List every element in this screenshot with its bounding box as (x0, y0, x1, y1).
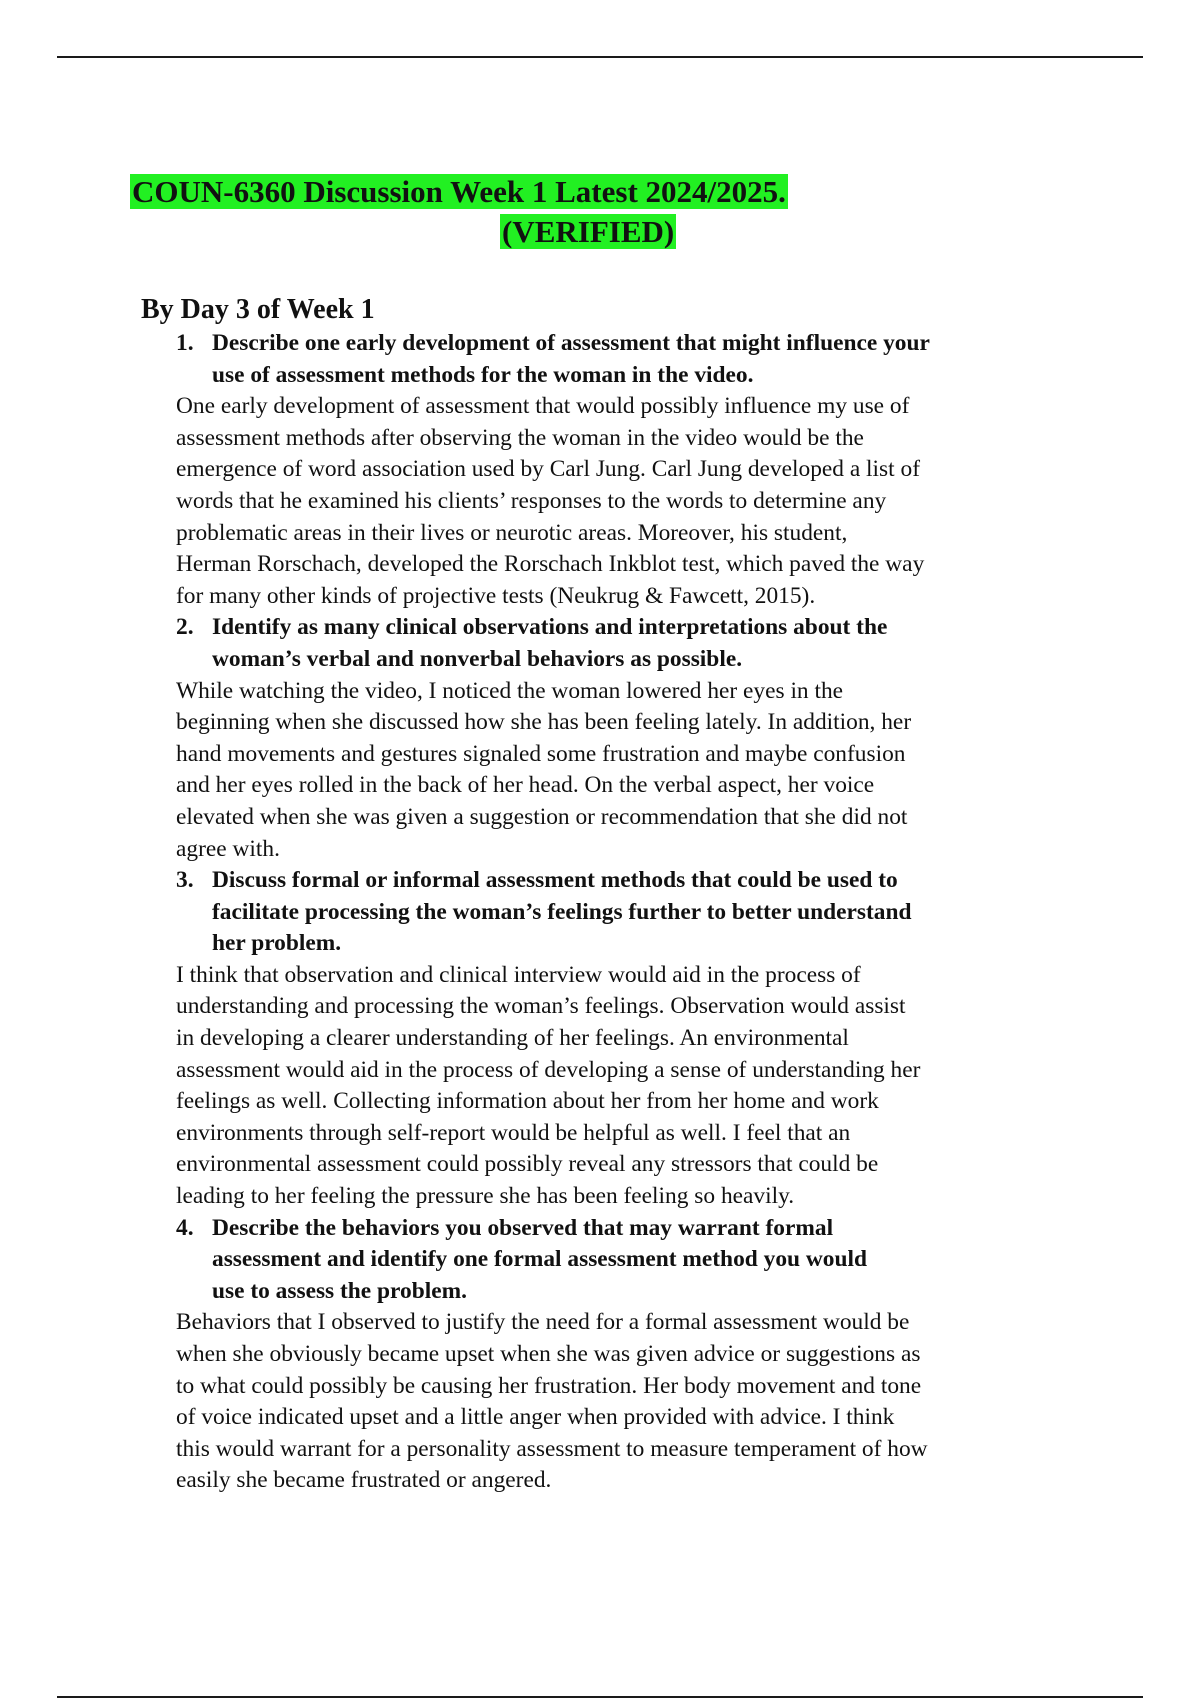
answer-line: problematic areas in their lives or neurotic areas. Moreover, his student, (176, 519, 848, 546)
answer-line: assessment would aid in the process of developing a sense of understanding her (176, 1056, 921, 1083)
question-line: Identify as many clinical observations and interpretations about the (212, 614, 888, 641)
answer-line: One early development of assessment that would possibly influence my use of (176, 393, 910, 420)
question-number: 1. (176, 330, 194, 356)
answer-line: this would warrant for a personality assessment to measure temperament of how (176, 1435, 928, 1462)
answer-line: emergence of word association used by Carl Jung. Carl Jung developed a list of (176, 456, 920, 483)
question-line: her problem. (212, 930, 342, 957)
answer-text (176, 1307, 1076, 1497)
question-line: use of assessment methods for the woman in the video. (212, 361, 754, 388)
question-line: assessment and identify one formal assessment method you would (212, 1246, 867, 1273)
answer-line: easily she became frustrated or angered. (176, 1467, 552, 1494)
title-line-1 (130, 172, 1070, 212)
question-item-4 (176, 1213, 1076, 1497)
answer-line: I think that observation and clinical interview would aid in the process of (176, 961, 861, 988)
question-line: Describe one early development of assessment that might influence your (212, 330, 930, 356)
answer-line: to what could possibly be causing her frustration. Her body movement and tone (176, 1372, 922, 1399)
answer-line: Herman Rorschach, developed the Rorschach Inkblot test, which paved the way (176, 551, 925, 578)
answer-line: understanding and processing the woman’s feelings. Observation would assist (176, 993, 906, 1020)
question-text (176, 865, 1076, 960)
document-title (130, 172, 1070, 252)
answer-line: beginning when she discussed how she has been feeling lately. In addition, her (176, 709, 912, 736)
question-item-2 (176, 612, 1076, 865)
question-line: Discuss formal or informal assessment methods that could be used to (212, 867, 898, 894)
question-text (176, 612, 1076, 675)
question-line: woman’s verbal and nonverbal behaviors as possible. (212, 645, 743, 672)
answer-line: While watching the video, I noticed the woman lowered her eyes in the (176, 677, 844, 704)
top-rule (57, 56, 1143, 58)
answer-text (176, 391, 1076, 612)
title-line-2 (130, 212, 1070, 252)
question-line: Describe the behaviors you observed that may warrant formal (212, 1214, 834, 1241)
question-line: use to assess the problem. (212, 1277, 467, 1304)
answer-line: assessment methods after observing the woman in the video would be the (176, 424, 864, 451)
answer-line: elevated when she was given a suggestion or recommendation that she did not (176, 803, 908, 830)
question-text (176, 328, 1076, 391)
answer-line: agree with. (176, 835, 280, 862)
title-highlight-2: (VERIFIED) (502, 214, 675, 249)
answer-line: and her eyes rolled in the back of her head. On the verbal aspect, her voice (176, 772, 875, 799)
answer-text (176, 960, 1076, 1213)
answer-line: Behaviors that I observed to justify the need for a formal assessment would be (176, 1309, 910, 1336)
answer-line: in developing a clearer understanding of her feelings. An environmental (176, 1025, 849, 1052)
answer-text (176, 676, 1076, 866)
answer-line: feelings as well. Collecting information about her from her home and work (176, 1088, 879, 1115)
question-text (176, 1213, 1076, 1308)
answer-line: words that he examined his clients’ responses to the words to determine any (176, 487, 887, 514)
section-heading: By Day 3 of Week 1 (141, 294, 375, 325)
answer-line: leading to her feeling the pressure she has been feeling so heavily. (176, 1183, 795, 1210)
answer-line: for many other kinds of projective tests (Neukrug & Fawcett, 2015). (176, 582, 816, 609)
answer-line: environments through self-report would be helpful as well. I feel that an (176, 1119, 851, 1146)
answer-line: environmental assessment could possibly reveal any stressors that could be (176, 1151, 879, 1178)
answer-line: of voice indicated upset and a little anger when provided with advice. I think (176, 1404, 895, 1431)
question-number: 2. (176, 614, 194, 641)
question-item-1 (176, 328, 1076, 612)
question-line: facilitate processing the woman’s feelings further to better understand (212, 898, 912, 925)
title-highlight-1: COUN-6360 Discussion Week 1 Latest 2024/2025. (132, 174, 786, 209)
question-number: 4. (176, 1214, 194, 1241)
question-number: 3. (176, 867, 194, 894)
answer-line: hand movements and gestures signaled some frustration and maybe confusion (176, 740, 906, 767)
question-list (176, 328, 1076, 1497)
question-item-3 (176, 865, 1076, 1213)
bottom-rule (57, 1696, 1143, 1698)
answer-line: when she obviously became upset when she was given advice or suggestions as (176, 1341, 921, 1367)
